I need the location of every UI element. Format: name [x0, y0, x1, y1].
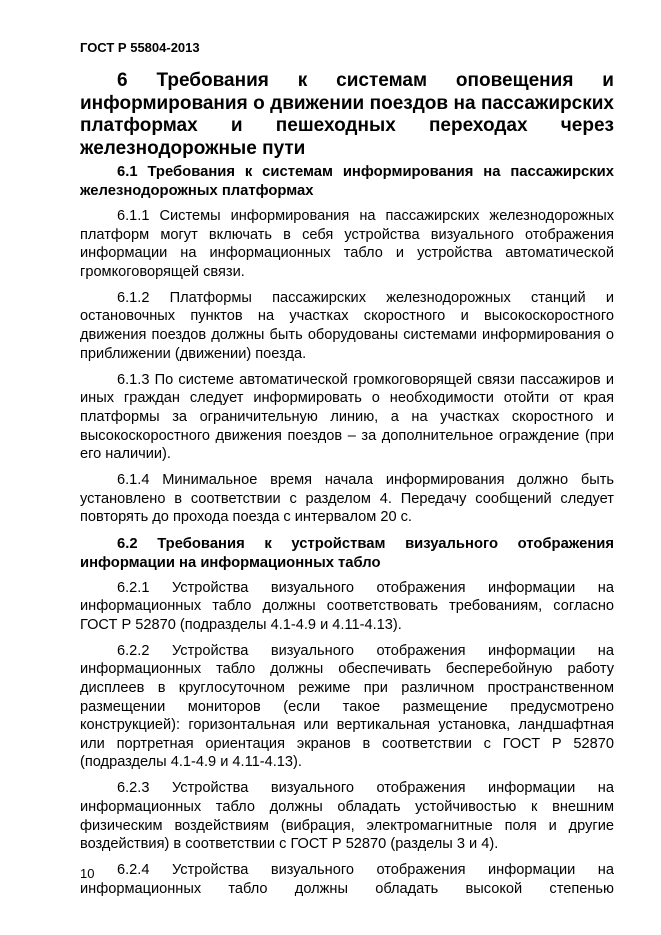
- page-number: 10: [80, 866, 95, 881]
- section-title: 6 Требования к системам оповещения и информирования о движении поездов на пассажирских платформах и пешеходных переходах через железнодорожные пути: [80, 70, 614, 159]
- paragraph-6-2-1: 6.2.1 Устройства визуального отображения информации на информационных табло должны соответствовать требованиям, согласно ГОСТ Р 52870 (подразделы 4.1-4.9 и 4.11-4.13).: [80, 579, 614, 633]
- paragraph-6-1-4: 6.1.4 Минимальное время начала информирования должно быть установлено в соответствии с разделом 4. Передачу сообщений следует повторять до прохода поезда с интервалом 20 с.: [80, 472, 614, 526]
- paragraph-6-1-2: 6.1.2 Платформы пассажирских железнодорожных станций и остановочных пунктов на участках скоростного и высокоскоростного движения поездов должны быть оборудованы системами информирования о приближении (движении) поезда.: [80, 289, 614, 362]
- subsection-title-6-1: 6.1 Требования к системам информирования на пассажирских железнодорожных платформах: [80, 164, 614, 199]
- document-header: ГОСТ Р 55804-2013: [80, 40, 200, 55]
- paragraph-6-1-3: 6.1.3 По системе автоматической громкоговорящей связи пассажиров и иных граждан следует информировать о необходимости отойти от края платформы за ограничительную линию, а на участках скоростного и высокоскоростного движения поездов – за дополнительное ограждение (при его наличии).: [80, 371, 614, 463]
- subsection-title-6-2: 6.2 Требования к устройствам визуального отображения информации на информационных табло: [80, 535, 614, 571]
- paragraph-6-2-2: 6.2.2 Устройства визуального отображения информации на информационных табло должны обеспечивать бесперебойную работу дисплеев в круглосуточном режиме при различном пространственном размещении мониторов (если такое размещение предусмотрено конструкцией): горизонтальная или вертикальная установка, ландшафтная или портретная ориентация экранов в соответствии с ГОСТ Р 52870 (подразделы 4.1-4.9 и 4.11-4.13).: [80, 642, 614, 771]
- page-content: [80, 70, 614, 906]
- paragraph-6-1-1: 6.1.1 Системы информирования на пассажирских железнодорожных платформ могут включать в себя устройства визуального отображения информации на информационных табло и устройства автоматической громкоговорящей связи.: [80, 208, 614, 280]
- paragraph-6-2-3: 6.2.3 Устройства визуального отображения информации на информационных табло должны обладать устойчивостью к внешним физическим воздействиям (вибрация, электромагнитные поля и другие воздействия) в соответствии с ГОСТ Р 52870 (разделы 3 и 4).: [80, 780, 614, 853]
- paragraph-6-2-4: 6.2.4 Устройства визуального отображения информации на информационных табло должны обладать высокой степенью: [80, 862, 614, 897]
